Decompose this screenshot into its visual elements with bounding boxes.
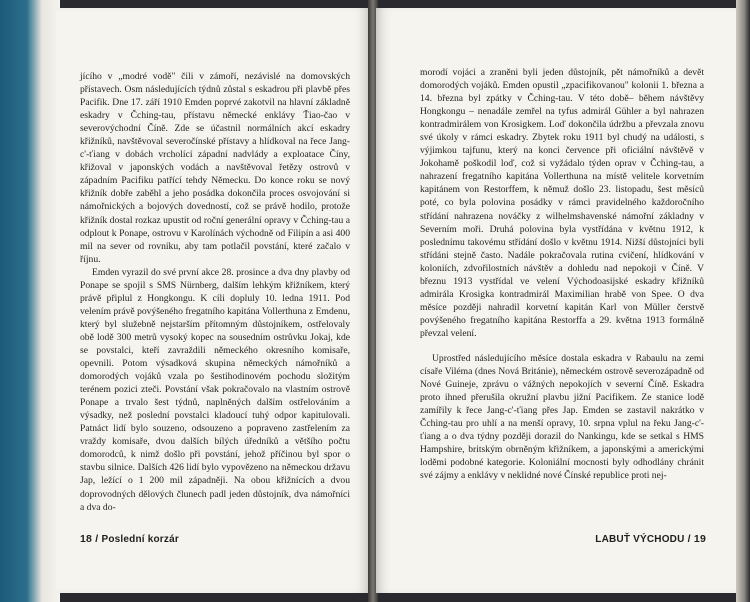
right-folio-separator: /: [687, 533, 691, 545]
right-paragraph-1: morodí vojáci a zraněni byli jeden důstojník, pět námořníků a devět domorodých vojáků. Emden opustil „zpacifikovanou" kolonii 1. března a 14. března byl zpátky v Čching-tau. V této době– během návštěvy Hongkongu – nenadále zemřel na tyfus admirál Gühler a byl nahrazen kontradmirálem von Krosigkem. Loď dokončila údržbu a převzala znovu své úkoly v rámci eskadry. Zbytek roku 1911 byl chudý na události, s výjimkou tajfunu, který na konci července při oficiální návštěvě v Jokohamě poškodil loď, což si vyžádalo týden oprav v Čching-tau, a nahrazení fregatního kapitána Vollerthuna na místě velitele korvetním kapitánem von Restorffem, k němuž došlo 23. listopadu, šest měsíců poté, co byla polovina posádky v rámci pravidelného každoročního střídání nahrazena nováčky z wilhelmshavenské námořní základny v Severním moři. Druhá polovina byla vystřídána v květnu 1912, k poslednímu takovému střídání došlo v květnu 1914. Nižší důstojníci byli střídáni stejně často. Nadále pokračovala rutina cvičení, hlídkování v koloniích, zdvořilostních návštěv a dohledu nad nepokoji v Číně. V březnu 1913 vystřídal ve velení Východoasijské eskadry křižníků admirála Krosigka kontradmirál Maximilian hrabě von Spee. O dva měsíce později nahradil korvetní kapitán Karl von Müller čerstvě povýšeného fregatního kapitána Restorffa a 29. května 1913 formálně převzal velení.: [420, 67, 704, 339]
left-folio: [80, 533, 179, 545]
book-page-edge: [736, 0, 750, 602]
right-page-number: 19: [693, 533, 706, 545]
right-page: [376, 8, 736, 593]
right-running-title: LABUŤ VÝCHODU: [595, 534, 685, 545]
right-paragraph-2: Uprostřed následujícího měsíce dostala eskadra v Rabaulu na zemi císaře Viléma (dnes Nová Británie), německém ostrově severozápadně od Nové Guineje, zprávu o vážných nepokojích v severní Číně. Eskadra proto ihned přerušila okružní plavbu jižní Pacifikem. Ze stanice lodě zamířily k řece Jang-c'-ťiang přes Jap. Emden se zastavil nakrátko v Čching-tau pro uhlí a na menší opravy, 10. srpna vplul na řeku Jang-c'-ťiang a o dva týdny později dorazil do Nankingu, kde se setkal s HMS Hampshire, britským obrněným křižníkem, a japonskými a americkými loděmi podobné kategorie. Koloniální mocnosti byly odhodlány chránit své zájmy a enklávy v neklidné nové Čínské republice proti nej-: [420, 352, 704, 482]
left-paragraph-2: Emden vyrazil do své první akce 28. prosince a dva dny plavby od Ponape se spojil s SMS Nürnberg, dalším lehkým křižníkem, který právě připlul z Hongkongu. K cíli dopluly 10. ledna 1911. Pod velením právě povýšeného fregatního kapitána Vollerthuna z Emdenu, který byl služebně nejstarším přítomným důstojníkem, ostřelovaly obě lodě 300 metrů vysoký kopec na sousedním ostrůvku Jokaj, kde se povstalci, kteří zavraždili německého okresního komisaře, opevnili. Potom výsadková skupina německých námořníků a domorodých vojáků vzala po šestihodinovém pochodu složitým terénem pozici zteči. Povstání však pokračovalo na vlastním ostrově Ponape a trvalo šest týdnů, naplněných dalším ostřelováním a výsadky, než poslední povstalci kladoucí tuhý odpor kapitulovali. Patnáct lidí bylo souzeno, odsouzeno a popraveno zastřelením za vraždy komisaře, dvou dalších bílých úředníků a většího počtu domorodců, k nimž došlo při povstání, jehož příčinou byl spor o stavbu silnice. Dalších 426 lidí bylo vypovězeno na německou državu Jap, ležící o 1 200 mil západněji. Na obou křižnících a dvou doprovodných dělových člunech padl jeden důstojník, dva námořníci a dva do-: [80, 266, 350, 513]
left-page-body: [80, 70, 350, 514]
left-page: [56, 8, 370, 593]
left-paragraph-1: jícího v „modré vodě" čili v zámoří, nezávislé na domovských přístavech. Osm následujících týdnů zůstal s eskadrou při plavbě přes Pacifik. Dne 17. září 1910 Emden poprvé zakotvil na hlavní základně eskadry v Čching-tau, přístavu německé enklávy Ťiao-čao v severovýchodní Číně. Zde se účastnil normálních akcí eskadry křižníků, navštěvoval severočínské přístavy a hlídkoval na řece Jang-c'-ťiang v dobách vrcholící západní nadvlády a exploatace Číny, křižoval v japonských vodách a navštěvoval řetězy ostrovů v západním Pacifiku patřící tehdy Německu. Do konce roku se nový křižník dobře zaběhl a jeho posádka dokončila proces osvojování si námořnických a bojových dovedností, což se právě hodilo, protože křižník dostal rozkaz upustit od roční generální opravy v Čching-tau a odplout k Ponape, ostrovu v Karolínách východně od Filipín a asi 400 mil na sever od rovníku, aby tam potlačil povstání, které začalo v říjnu.: [80, 71, 350, 265]
right-folio: [595, 533, 706, 545]
left-folio-separator: /: [95, 533, 99, 545]
book-cover-edge: [0, 0, 60, 602]
left-running-title: Poslední korzár: [101, 534, 179, 545]
left-page-number: 18: [80, 533, 93, 545]
right-page-body: [420, 66, 704, 482]
